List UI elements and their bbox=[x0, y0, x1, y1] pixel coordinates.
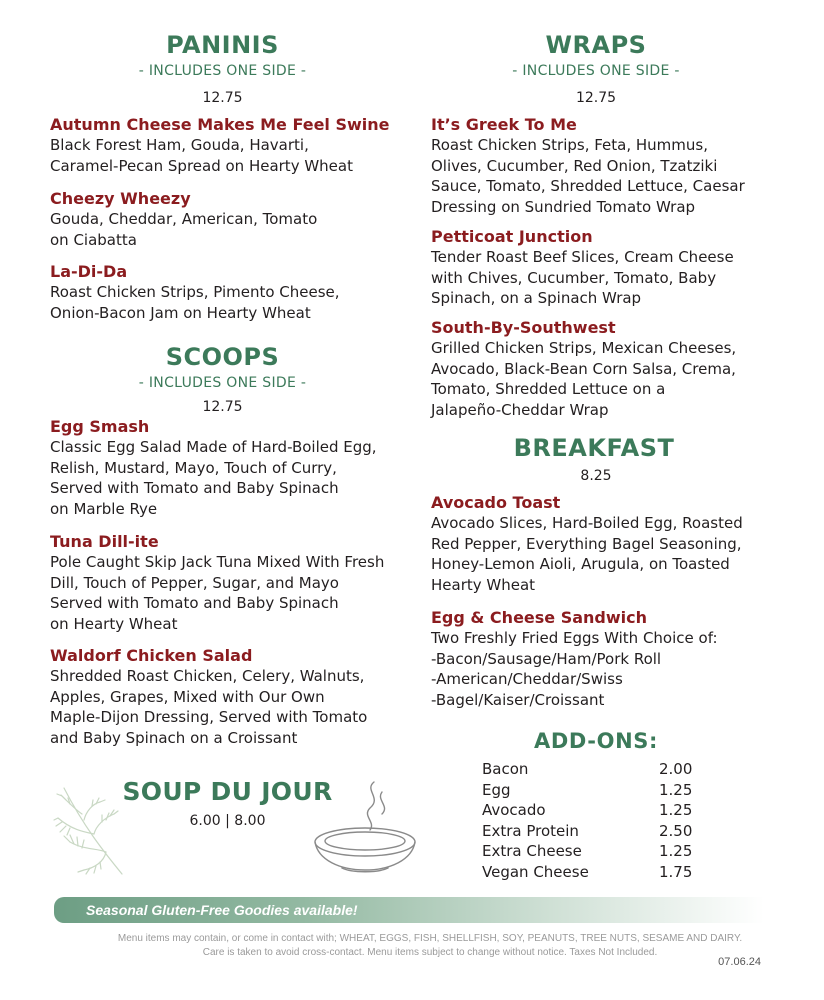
menu-item bbox=[431, 115, 781, 217]
soup-bowl-icon bbox=[312, 778, 418, 876]
allergen-disclaimer bbox=[90, 932, 770, 960]
scoops-price: 12.75 bbox=[202, 399, 243, 415]
menu-item bbox=[50, 262, 395, 323]
addon-row bbox=[482, 759, 702, 780]
item-name: Egg Smash bbox=[50, 417, 150, 436]
addon-name: Vegan Cheese bbox=[482, 862, 589, 881]
item-name: It’s Greek To Me bbox=[431, 115, 577, 134]
addon-name: Egg bbox=[482, 780, 511, 799]
addon-row bbox=[482, 800, 702, 821]
item-name: Tuna Dill-ite bbox=[50, 532, 159, 551]
item-description: Gouda, Cheddar, American, Tomato on Ciabatta bbox=[50, 210, 318, 249]
gluten-free-banner bbox=[54, 897, 764, 923]
addon-price: 2.50 bbox=[659, 821, 693, 840]
item-name: Egg & Cheese Sandwich bbox=[431, 608, 648, 627]
item-name: La-Di-Da bbox=[50, 262, 128, 281]
item-description: Avocado Slices, Hard-Boiled Egg, Roasted Red Pepper, Everything Bagel Seasoning, Honey-Lemon Aioli, Arugula, on Toasted Hearty Wheat bbox=[431, 514, 743, 594]
item-name: Autumn Cheese Makes Me Feel Swine bbox=[50, 115, 390, 134]
addon-price: 1.25 bbox=[659, 780, 693, 799]
disclaimer-line: Menu items may contain, or come in contact with; WHEAT, EGGS, FISH, SHELLFISH, SOY, PEANUTS, TREE NUTS, SESAME AND DAIRY. bbox=[117, 933, 743, 944]
item-description: Two Freshly Fried Eggs With Choice of: -Bacon/Sausage/Ham/Pork Roll -American/Cheddar/Swiss -Bagel/Kaiser/Croissant bbox=[431, 629, 718, 709]
item-description: Black Forest Ham, Gouda, Havarti, Caramel-Pecan Spread on Hearty Wheat bbox=[50, 136, 353, 175]
addon-price: 2.00 bbox=[659, 760, 693, 778]
soup-price: 6.00 | 8.00 bbox=[189, 813, 266, 829]
disclaimer-line: Care is taken to avoid cross-contact. Menu items subject to change without notice. Taxes Not Included. bbox=[202, 947, 658, 958]
item-description: Classic Egg Salad Made of Hard-Boiled Egg, Relish, Mustard, Mayo, Touch of Curry, Served with Tomato and Baby Spinach on Marble Rye bbox=[50, 438, 377, 518]
wraps-price: 12.75 bbox=[575, 90, 617, 106]
item-name: Cheezy Wheezy bbox=[50, 189, 191, 208]
paninis-subtitle: - INCLUDES ONE SIDE - bbox=[138, 63, 307, 79]
item-description: Grilled Chicken Strips, Mexican Cheeses, Avocado, Black-Bean Corn Salsa, Crema, Tomato, Shredded Lettuce on a Jalapeño-Cheddar Wrap bbox=[431, 339, 737, 419]
paninis-price: 12.75 bbox=[202, 90, 243, 106]
menu-item bbox=[50, 417, 395, 519]
breakfast-price: 8.25 bbox=[580, 468, 612, 484]
item-description: Roast Chicken Strips, Pimento Cheese, Onion-Bacon Jam on Hearty Wheat bbox=[50, 283, 340, 322]
menu-item bbox=[50, 189, 395, 250]
item-description: Shredded Roast Chicken, Celery, Walnuts, Apples, Grapes, Mixed with Our Own Maple-Dijon Dressing, Served with Tomato and Baby Spinach on a Croissant bbox=[50, 667, 368, 747]
addon-name: Bacon bbox=[482, 760, 529, 778]
paninis-title: PANINIS bbox=[166, 31, 279, 59]
addon-price: 1.75 bbox=[659, 862, 693, 881]
addon-name: Avocado bbox=[482, 801, 546, 819]
menu-item bbox=[50, 646, 395, 748]
item-name: South-By-Southwest bbox=[431, 318, 616, 337]
menu-item bbox=[50, 115, 395, 176]
scoops-title: SCOOPS bbox=[165, 343, 280, 371]
menu-item bbox=[431, 318, 781, 420]
addon-price: 1.25 bbox=[659, 801, 693, 819]
addons-title: ADD-ONS: bbox=[534, 729, 658, 753]
menu-item bbox=[431, 608, 781, 710]
addon-row bbox=[482, 780, 702, 801]
menu-date: 07.06.24 bbox=[718, 956, 761, 968]
item-description: Tender Roast Beef Slices, Cream Cheese with Chives, Cucumber, Tomato, Baby Spinach, on a Spinach Wrap bbox=[431, 248, 734, 307]
addons-list bbox=[482, 759, 702, 882]
menu-item bbox=[50, 532, 395, 634]
item-description: Pole Caught Skip Jack Tuna Mixed With Fresh Dill, Touch of Pepper, Sugar, and Mayo Served with Tomato and Baby Spinach on Hearty Wheat bbox=[50, 553, 385, 633]
addon-row bbox=[482, 821, 702, 842]
item-description: Roast Chicken Strips, Feta, Hummus, Olives, Cucumber, Red Onion, Tzatziki Sauce, Tomato, Shredded Lettuce, Caesar Dressing on Sundried Tomato Wrap bbox=[431, 136, 745, 216]
addon-price: 1.25 bbox=[659, 842, 693, 860]
item-name: Waldorf Chicken Salad bbox=[50, 646, 253, 665]
wraps-subtitle: - INCLUDES ONE SIDE - bbox=[512, 63, 680, 79]
menu-item bbox=[431, 227, 781, 309]
menu-item bbox=[431, 493, 781, 595]
addon-row bbox=[482, 862, 702, 883]
addon-name: Extra Cheese bbox=[482, 842, 582, 860]
banner-text: Seasonal Gluten-Free Goodies available! bbox=[86, 902, 358, 918]
addon-name: Extra Protein bbox=[482, 821, 579, 840]
wraps-title: WRAPS bbox=[545, 31, 647, 59]
item-name: Petticoat Junction bbox=[431, 227, 593, 246]
item-name: Avocado Toast bbox=[431, 493, 561, 512]
breakfast-title: BREAKFAST bbox=[513, 434, 675, 462]
scoops-subtitle: - INCLUDES ONE SIDE - bbox=[138, 375, 307, 391]
addon-row bbox=[482, 841, 702, 862]
soup-title: SOUP DU JOUR bbox=[122, 777, 333, 806]
